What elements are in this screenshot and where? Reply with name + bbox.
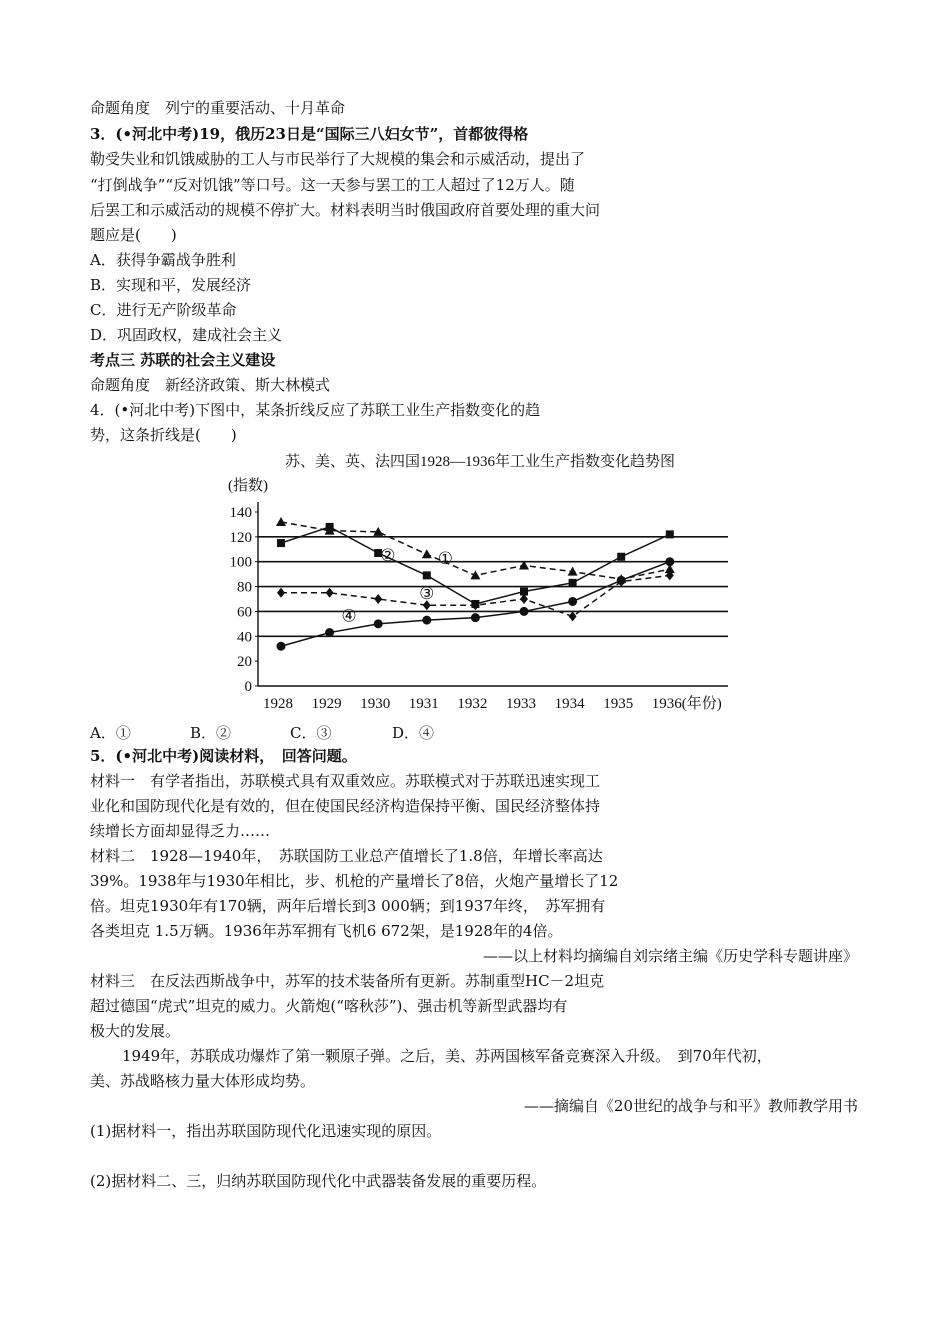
series-label: ① — [437, 548, 454, 568]
question-3-line: “打倒战争”“反对饥饿”等口号。这一天参与罢工的工人超过了12万人。随 — [90, 176, 575, 194]
y-tick-label: 60 — [237, 604, 252, 621]
option-d: D．巩固政权，建成社会主义 — [90, 326, 283, 344]
data-point-square — [423, 571, 431, 579]
topic-angle-1: 命题角度 列宁的重要活动、十月革命 — [90, 99, 346, 117]
material-1: 续增长方面却显得乏力…… — [90, 822, 271, 840]
y-tick-label: 100 — [229, 554, 252, 571]
material-2: 倍。坦克1930年有170辆，两年后增长到3 000辆；到1937年终， 苏军拥有 — [90, 897, 606, 915]
data-point-diamond — [569, 611, 577, 621]
data-point-square — [617, 553, 625, 561]
y-tick-label: 80 — [237, 579, 252, 596]
y-axis-label: (指数) — [228, 478, 268, 494]
data-point-triangle — [276, 517, 286, 526]
material-1: 业化和国防现代化是有效的，但在使国民经济构造保持平衡、国民经济整体持 — [90, 797, 601, 815]
x-tick-label: 1932 — [457, 696, 488, 712]
option-d: D．④ — [392, 724, 435, 742]
data-point-square — [326, 523, 334, 531]
y-tick-label: 120 — [229, 529, 252, 546]
option-a: A．获得争霸战争胜利 — [90, 251, 236, 269]
data-point-square — [277, 539, 285, 547]
x-tick-label: 1931 — [408, 696, 439, 712]
sub-question-1: (1)据材料一，指出苏联国防现代化迅速实现的原因。 — [90, 1122, 442, 1140]
question-4-stem: 4．(•河北中考)下图中，某条折线反应了苏联工业生产指数变化的趋 — [90, 401, 541, 419]
source-citation: ——以上材料均摘编自刘宗绪主编《历史学科专题讲座》 — [482, 947, 858, 965]
series-label: ③ — [419, 583, 435, 603]
x-tick-label: 1933 — [506, 696, 536, 712]
question-3-stem: 3．(•河北中考)19，俄历23日是“国际三八妇女节”，首都彼得格 — [90, 125, 529, 143]
y-tick-label: 140 — [229, 505, 252, 521]
chart-title: 苏、美、英、法四国1928—1936年工业生产指数变化趋势图 — [284, 454, 676, 470]
data-point-circle — [617, 576, 626, 585]
sub-question-2: (2)据材料二、三，归纳苏联国防现代化中武器装备发展的重要历程。 — [90, 1172, 547, 1190]
option-c: C．进行无产阶级革命 — [90, 301, 237, 319]
series-line — [281, 575, 670, 616]
material-2: 各类坦克 1.5万辆。1936年苏军拥有飞机6 672架，是1928年的4倍。 — [90, 922, 563, 940]
data-point-diamond — [326, 588, 334, 598]
data-point-triangle — [470, 570, 480, 579]
material-3: 超过德国“虎式”坦克的威力。火箭炮(“喀秋莎”)、强击机等新型武器均有 — [90, 997, 568, 1015]
material-3: 极大的发展。 — [90, 1022, 181, 1040]
data-point-circle — [374, 619, 383, 628]
data-point-circle — [665, 557, 674, 566]
data-point-circle — [568, 597, 577, 606]
data-point-circle — [422, 616, 431, 625]
x-tick-label: 1928 — [263, 696, 293, 712]
question-3-line: 后罢工和示威活动的规模不停扩大。材料表明当时俄国政府首要处理的重大问 — [90, 201, 601, 219]
industrial-index-chart — [220, 450, 740, 720]
source-citation: ——摘编自《20世纪的战争与和平》教师教学用书 — [523, 1097, 858, 1115]
chart-svg — [220, 450, 740, 720]
option-c: C．③ — [290, 724, 332, 742]
data-point-triangle — [422, 549, 432, 558]
series-label: ② — [380, 546, 396, 566]
question-5-stem: 5．(•河北中考)阅读材料， 回答问题。 — [90, 747, 357, 765]
x-tick-label: 1929 — [311, 696, 342, 712]
data-point-diamond — [277, 588, 285, 598]
material-3: 美、苏战略核力量大体形成均势。 — [90, 1072, 316, 1090]
y-tick-label: 0 — [244, 679, 252, 695]
y-tick-label: 40 — [237, 629, 252, 646]
data-point-circle — [325, 628, 334, 637]
material-3: 材料三 在反法西斯战争中，苏军的技术装备所有更新。苏制重型HC－2坦克 — [90, 972, 605, 990]
data-point-square — [569, 579, 577, 587]
topic-angle-2: 命题角度 新经济政策、斯大林模式 — [90, 376, 331, 394]
data-point-triangle — [568, 567, 578, 576]
material-2: 39%。1938年与1930年相比，步、机枪的产量增长了8倍，火炮产量增长了12 — [90, 872, 619, 890]
data-point-square — [666, 530, 674, 538]
material-3: 1949年，苏联成功爆炸了第一颗原子弹。之后，美、苏两国核军备竞赛深入升级。 到70年代初， — [122, 1047, 772, 1065]
data-point-circle — [520, 607, 529, 616]
question-4-line: 势，这条折线是( ) — [90, 426, 237, 444]
data-point-circle — [277, 642, 286, 651]
material-2: 材料二 1928—1940年， 苏联国防工业总产值增长了1.8倍，年增长率高达 — [90, 847, 603, 865]
section-heading: 考点三 苏联的社会主义建设 — [90, 351, 276, 369]
x-tick-label: 1934 — [554, 696, 585, 712]
x-tick-label: 1936(年份) — [651, 696, 722, 712]
data-point-circle — [471, 613, 480, 622]
material-1: 材料一 有学者指出，苏联模式具有双重效应。苏联模式对于苏联迅速实现工 — [90, 772, 601, 790]
option-b: B．② — [190, 724, 232, 742]
series-label: ④ — [341, 606, 357, 626]
x-tick-label: 1930 — [360, 696, 391, 712]
option-b: B．实现和平，发展经济 — [90, 276, 252, 294]
x-tick-label: 1935 — [603, 696, 634, 712]
question-3-line: 题应是( ) — [90, 226, 177, 244]
question-3-line: 勒受失业和饥饿威胁的工人与市民举行了大规模的集会和示威活动，提出了 — [90, 150, 586, 168]
data-point-diamond — [374, 594, 382, 604]
option-a: A．① — [90, 724, 131, 742]
y-tick-label: 20 — [237, 654, 252, 671]
series-line — [281, 527, 670, 604]
